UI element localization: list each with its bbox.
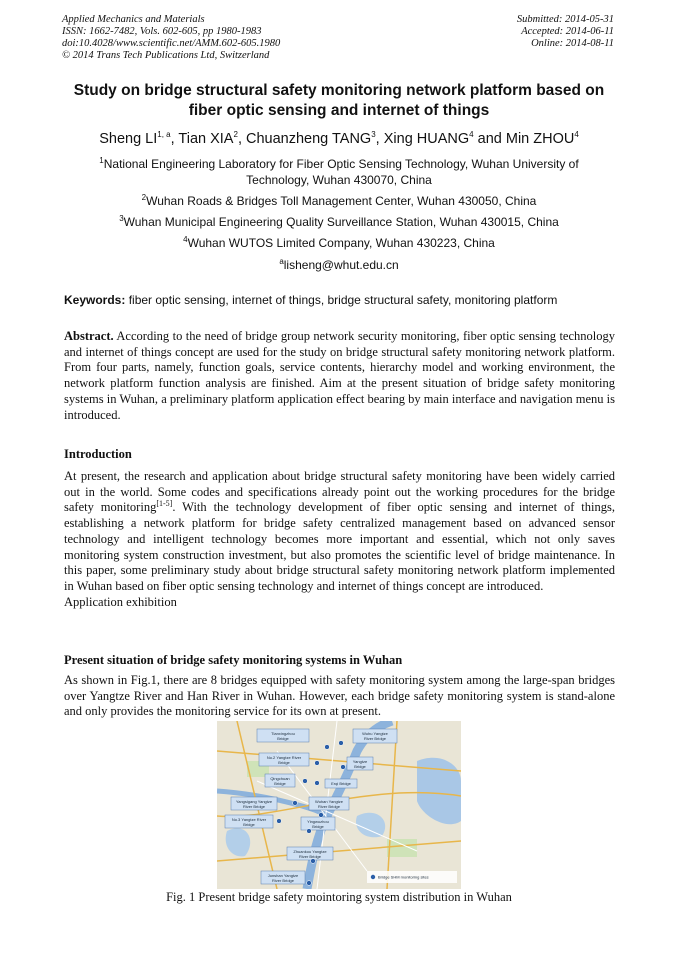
author: Chuanzheng TANG$^3$ bbox=[246, 130, 376, 147]
figure-caption: Fig. 1 Present bridge safety mointoring system distribution in Wuhan bbox=[166, 890, 512, 904]
abstract-label: Abstract. bbox=[64, 329, 114, 343]
present-situation-heading: Present situation of bridge safety monitoring systems in Wuhan bbox=[64, 653, 403, 667]
journal-header-right bbox=[517, 14, 614, 50]
affiliation-4: $^4$Wuhan WUTOS Limited Company, Wuhan 430223, China bbox=[183, 235, 495, 250]
bridge-label-yangsigang bbox=[231, 797, 277, 810]
svg-text:Bridge: Bridge bbox=[277, 736, 289, 741]
bridge-label-wuhu bbox=[353, 729, 397, 743]
svg-text:River Bridge: River Bridge bbox=[317, 804, 341, 809]
online-date: Online: 2014-08-11 bbox=[531, 38, 614, 49]
svg-text:Yingwuzhou: Yingwuzhou bbox=[307, 819, 329, 824]
bridge-label-no3 bbox=[225, 815, 273, 828]
svg-text:No.2 Yangtze River: No.2 Yangtze River bbox=[266, 755, 302, 760]
introduction-heading: Introduction bbox=[64, 447, 132, 461]
map-legend bbox=[367, 871, 457, 883]
bridge-label-wuhan-yangtze bbox=[309, 797, 349, 810]
svg-text:Bridge: Bridge bbox=[243, 822, 255, 827]
svg-text:Erqi Bridge: Erqi Bridge bbox=[331, 781, 351, 786]
author: Sheng LI$^{1, a}$ bbox=[99, 130, 171, 147]
svg-text:Wuhan Yangtze: Wuhan Yangtze bbox=[314, 799, 344, 804]
issn-line: ISSN: 1662-7482, Vols. 602-605, pp 1980-1983 bbox=[62, 26, 262, 37]
svg-text:Zhuankou Yangtze: Zhuankou Yangtze bbox=[293, 849, 327, 854]
abstract: Abstract. According to the need of bridge group network security monitoring, fiber optic sensing technology and internet of things concept are used for the study on bridge structural safety monitoring network platform. From four parts, namely, function goals, service contents, hierarchy model and working environment, the network platform function analysis are finished. Aim at the present situation of bridge safety monitoring systems in Wuhan, a preliminary platform application effect bearing by main interface and navigation menu is introduced. bbox=[64, 329, 615, 422]
svg-text:Yangtze: Yangtze bbox=[352, 759, 368, 764]
svg-text:Yangsigang Yangtze: Yangsigang Yangtze bbox=[235, 799, 273, 804]
svg-text:Bridge SHM monitoring sites: Bridge SHM monitoring sites bbox=[378, 874, 429, 880]
author-email: $^a$lisheng@whut.edu.cn bbox=[279, 257, 399, 272]
svg-text:River Bridge: River Bridge bbox=[298, 854, 322, 859]
svg-text:Bridge: Bridge bbox=[274, 781, 286, 786]
park-area bbox=[387, 839, 417, 857]
copyright-line: © 2014 Trans Tech Publications Ltd, Switzerland bbox=[62, 50, 270, 61]
citation: [1-5] bbox=[156, 499, 173, 509]
bridge-label-no2 bbox=[259, 753, 309, 766]
svg-text:Junshan Yangtze: Junshan Yangtze bbox=[267, 873, 299, 878]
svg-text:Tianxingzhou: Tianxingzhou bbox=[271, 731, 295, 736]
svg-text:River Bridge: River Bridge bbox=[363, 736, 387, 741]
journal-header-left bbox=[62, 14, 280, 62]
svg-text:Qingchuan: Qingchuan bbox=[270, 776, 290, 781]
introduction-text: At present, the research and application about bridge structural safety monitoring have been widely carried out in the world. Some codes and specifications already point out the working procedures for the bridge safety monitoring[1-5]. With the technology development of fiber optic sensing and internet of things, establishing a network platform for bridge safety centralized management based on advanced sensor technology and intelligent technology becomes more important and essential, which not only saves monitoring system construction investment, but also promotes the scientific level of bridge maintenance. In this paper, some preliminary study about bridge structural safety monitoring network platform implemented in Wuhan based on fiber optic sensing technology and internet of things concept are introduced. Application exhibition bbox=[64, 469, 615, 609]
bridge-label-zhuankou bbox=[287, 847, 333, 860]
bridge-label-yingwuzhou bbox=[301, 817, 335, 830]
affiliation-2: $^2$Wuhan Roads & Bridges Toll Management Center, Wuhan 430050, China bbox=[141, 193, 537, 208]
wuhan-bridge-map bbox=[217, 721, 461, 889]
submitted-date: Submitted: 2014-05-31 bbox=[516, 14, 614, 25]
bridge-label-junshan bbox=[261, 871, 305, 884]
author: Tian XIA$^2$ bbox=[178, 130, 238, 147]
svg-text:Wuhu Yangtze: Wuhu Yangtze bbox=[362, 731, 388, 736]
map-graphic bbox=[217, 721, 461, 889]
svg-text:Bridge: Bridge bbox=[312, 824, 324, 829]
present-situation-text: As shown in Fig.1, there are 8 bridges equipped with safety monitoring system among the large-span bridges over Yangtze River and Han River in Wuhan. However, each bridge safety monitoring system is stand-alone and only provides the monitoring service for its own at present. bbox=[64, 673, 615, 719]
author: Min ZHOU$^4$ bbox=[505, 130, 579, 147]
author: Xing HUANG$^4$ bbox=[383, 130, 474, 147]
bridge-label-yangtze bbox=[347, 757, 373, 770]
svg-text:River Bridge: River Bridge bbox=[242, 804, 266, 809]
svg-text:Bridge: Bridge bbox=[354, 764, 366, 769]
affiliation-1: $^1$National Engineering Laboratory for Fiber Optic Sensing Technology, Wuhan University of Technology, Wuhan 430070, China bbox=[99, 156, 579, 187]
doi-line: doi:10.4028/www.scientific.net/AMM.602-605.1980 bbox=[62, 38, 281, 49]
journal-name: Applied Mechanics and Materials bbox=[62, 14, 205, 25]
accepted-date: Accepted: 2014-06-11 bbox=[521, 26, 614, 37]
bridge-label-tianxingzhou bbox=[257, 729, 309, 742]
svg-text:River Bridge: River Bridge bbox=[271, 878, 295, 883]
svg-text:No.3 Yangtze River: No.3 Yangtze River bbox=[231, 817, 267, 822]
svg-text:Bridge: Bridge bbox=[278, 760, 290, 765]
bridge-label-qingchuan bbox=[265, 774, 295, 787]
paper-title: Study on bridge structural safety monitoring network platform based on fiber optic sensing and internet of things bbox=[73, 82, 605, 119]
keywords: Keywords: fiber optic sensing, internet of things, bridge structural safety, monitoring platform bbox=[64, 293, 558, 307]
author-list: Sheng LI$^{1, a}$, Tian XIA$^2$, Chuanzheng TANG$^3$, Xing HUANG$^4$ and Min ZHOU$^4$ bbox=[99, 130, 579, 147]
affiliation-3: $^3$Wuhan Municipal Engineering Quality Surveillance Station, Wuhan 430015, China bbox=[119, 214, 559, 229]
bridge-label-erqi bbox=[325, 779, 357, 788]
